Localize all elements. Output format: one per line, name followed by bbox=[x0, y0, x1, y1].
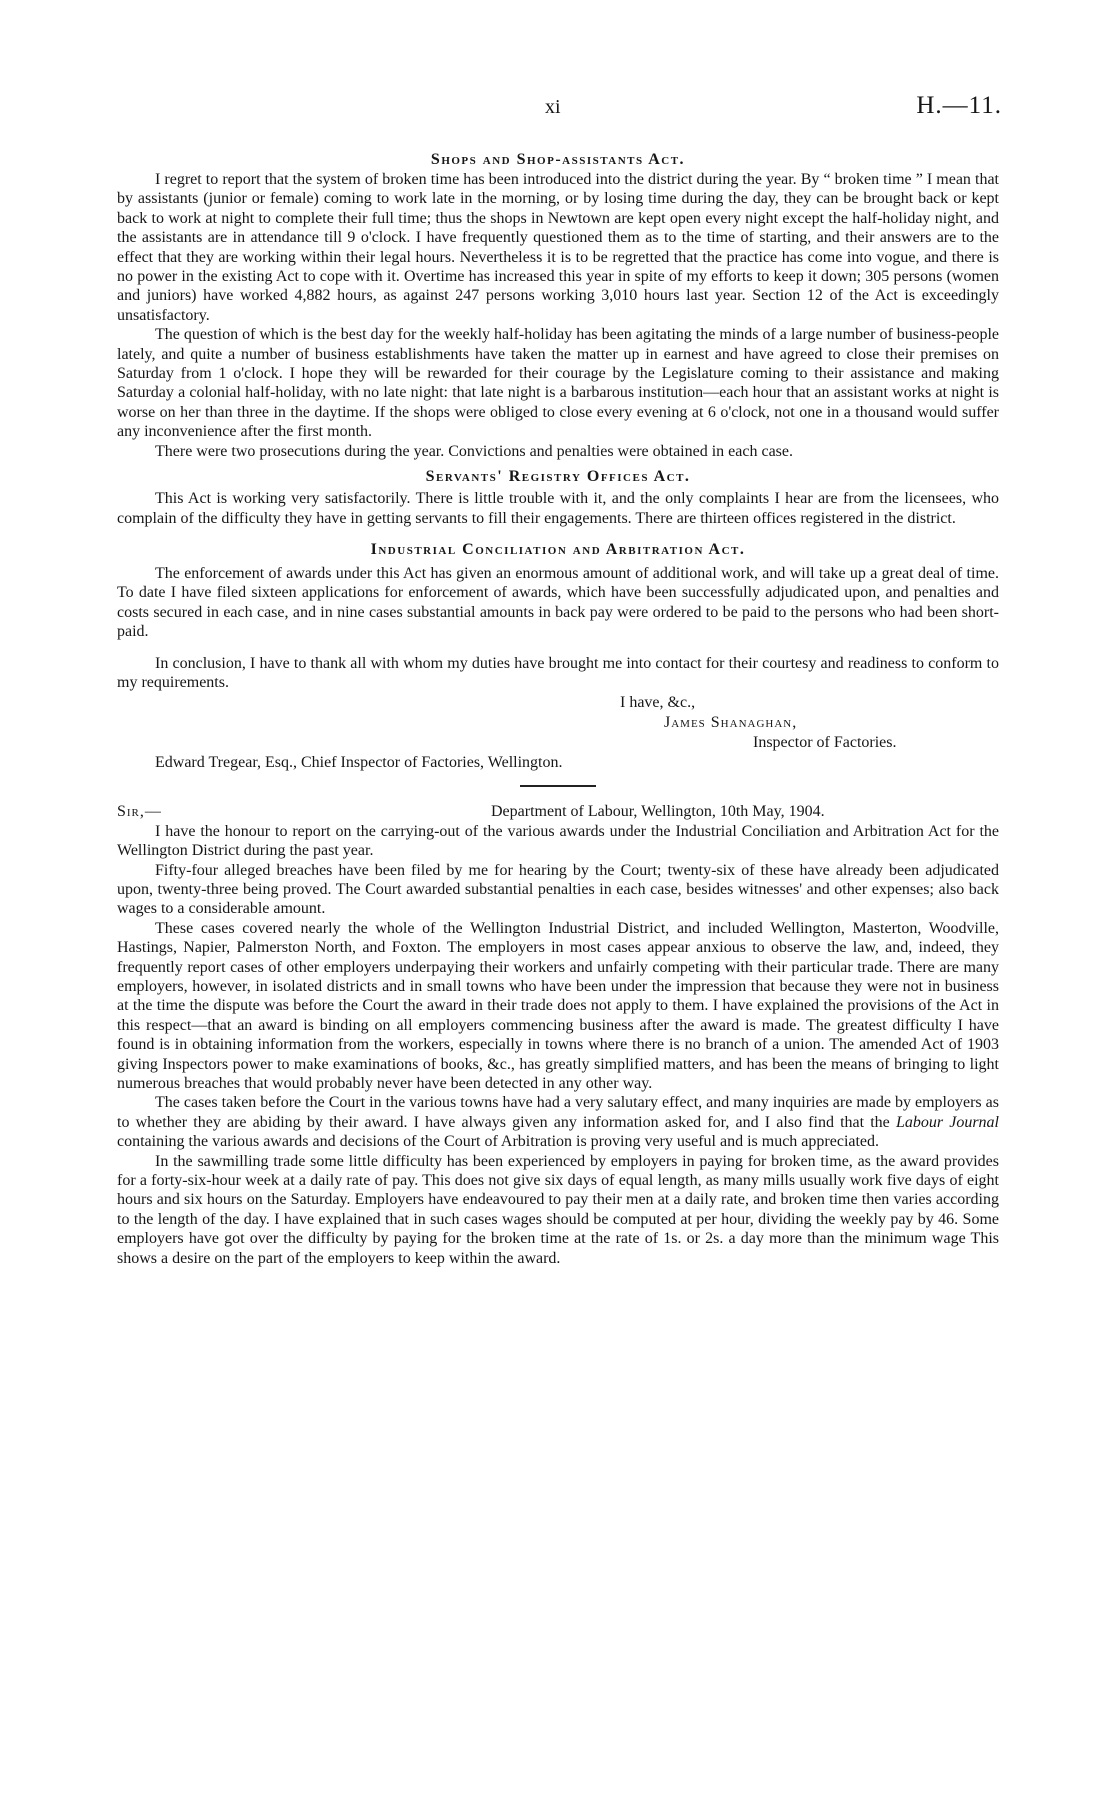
letter-heading bbox=[117, 802, 999, 822]
journal-title: Labour Journal bbox=[895, 1113, 1000, 1131]
letter-paragraph-4-part-1: The cases taken before the Court in the various towns have had a very salutary effect, and many inquiries are made by employers as to whether they are abiding by their award. I have always given any information asked for, and I also find that the bbox=[117, 1094, 999, 1131]
addressee: Edward Tregear, Esq., Chief Inspector of Factories, Wellington. bbox=[155, 754, 563, 772]
industrial-paragraph-1: The enforcement of awards under this Act has given an enormous amount of additional work, and will take up a great deal of time. To date I have filed sixteen applications for enforcement of awards, which have been successfully adjudicated upon, and penalties and costs secured in each case, and in nine cases substantial amounts in back pay were ordered to be paid to the persons who had been short-paid. bbox=[117, 564, 999, 641]
dateline: Department of Labour, Wellington, 10th May, 1904. bbox=[491, 802, 825, 820]
section-divider bbox=[520, 785, 596, 787]
signature-block bbox=[117, 692, 999, 753]
document-reference: H.—11. bbox=[916, 92, 1002, 119]
signatory-name: James Shanaghan, bbox=[664, 714, 798, 732]
industrial-paragraph-2: In conclusion, I have to thank all with whom my duties have brought me into contact for their courtesy and readiness to conform to my requirements. bbox=[117, 654, 999, 691]
salutation: Sir,— bbox=[117, 802, 162, 820]
shops-paragraph-1: I regret to report that the system of broken time has been introduced into the district during the year. By “ broken time ” I mean that by assistants (junior or female) coming to work late in the morning, or by losing time during the day, they can be brought back or kept back to work at night to complete their full time; thus the shops in Newtown are kept open every night except the half-holiday night, and the assistants are in attendance till 9 o'clock. I have frequently questioned them as to the time of starting, and their answers are to the effect that they are working within their legal hours. Nevertheless it is to be regretted that the practice has come into vogue, and there is no power in the existing Act to cope with it. Overtime has increased this year in spite of my efforts to keep it down; 305 persons (women and juniors) have worked 4,882 hours, as against 247 persons working 3,010 hours last year. Section 12 of the Act is exceedingly unsatisfactory. bbox=[117, 171, 999, 324]
signatory-title: Inspector of Factories. bbox=[753, 734, 897, 752]
shops-paragraph-3: There were two prosecutions during the year. Convictions and penalties were obtained in each case. bbox=[155, 442, 793, 460]
letter-paragraph-4 bbox=[117, 1093, 999, 1151]
letter-paragraph-1: I have the honour to report on the carrying-out of the various awards under the Industrial Conciliation and Arbitration Act for the Wellington District during the past year. bbox=[117, 822, 999, 860]
letter-paragraph-5: In the sawmilling trade some little difficulty has been experienced by employers in paying for broken time, as the award provides for a forty-six-hour week at a daily rate of pay. This does not give six days of equal length, as many mills usually work five days of eight hours and six hours on the Saturday. Employers have endeavoured to pay their men at a daily rate, and broken time then varies according to the length of the day. I have explained that in such cases wages should be computed at per hour, dividing the weekly pay by 46. Some employers have got over the difficulty by paying for the broken time at the rate of 1s. or 2s. a day more than the minimum wage This shows a desire on the part of the employers to keep within the award. bbox=[117, 1152, 999, 1267]
servants-paragraph-1: This Act is working very satisfactorily. There is little trouble with it, and the only complaints I hear are from the licensees, who complain of the difficulty they have in getting servants to fill their engagements. There are thirteen offices registered in the district. bbox=[117, 490, 999, 527]
page-numeral: xi bbox=[545, 96, 561, 118]
letter-paragraph-4-part-2: containing the various awards and decisions of the Court of Arbitration is proving very useful and is much appreciated. bbox=[117, 1133, 880, 1151]
shops-paragraph-2: The question of which is the best day for the weekly half-holiday has been agitating the minds of a large number of business-people lately, and quite a number of business establishments have taken the matter up in earnest and have agreed to close their premises on Saturday from 1 o'clock. I hope they will be rewarded for their courage by the Legislature coming to their assistance and making Saturday a colonial half-holiday, with no late night: that late night is a barbarous institution—each hour that an assistant works at night is worse on her than three in the daytime. If the shops were obliged to close every evening at 6 o'clock, not one in a thousand would suffer any inconvenience after the first month. bbox=[117, 326, 999, 441]
letter-paragraph-3: These cases covered nearly the whole of the Wellington Industrial District, and included Wellington, Masterton, Woodville, Hastings, Napier, Palmerston North, and Foxton. The employers in most cases appear anxious to observe the law, and, indeed, they frequently report cases of other employers underpaying their workers and unfairly competing with their particular trade. There are many employers, however, in isolated districts and in small towns who have been under the impression that because they were not in business at the time the dispute was before the Court the award in their trade does not apply to them. I have explained the provisions of the Act in this respect—that an award is binding on all employers commencing business after the award is made. The greatest difficulty I have found is in obtaining information from the workers, especially in towns where there is no branch of a union. The amended Act of 1903 giving Inspectors power to make examinations of books, &c., has greatly simplified matters, and has been the means of bringing to light numerous breaches that would probably never have been detected in any other way. bbox=[117, 919, 999, 1093]
closing: I have, &c., bbox=[620, 694, 696, 712]
section-title-servants: Servants' Registry Offices Act. bbox=[425, 468, 691, 486]
section-title-industrial: Industrial Conciliation and Arbitration Act. bbox=[370, 540, 746, 558]
letter-paragraph-2: Fifty-four alleged breaches have been filed by me for hearing by the Court; twenty-six of these have already been adjudicated upon, twenty-three being proved. The Court awarded substantial penalties in each case, besides witnesses' and other expenses; also back wages to a considerable amount. bbox=[117, 861, 999, 918]
section-title-shops: Shops and Shop-assistants Act. bbox=[430, 151, 686, 168]
page-body bbox=[117, 150, 999, 1268]
